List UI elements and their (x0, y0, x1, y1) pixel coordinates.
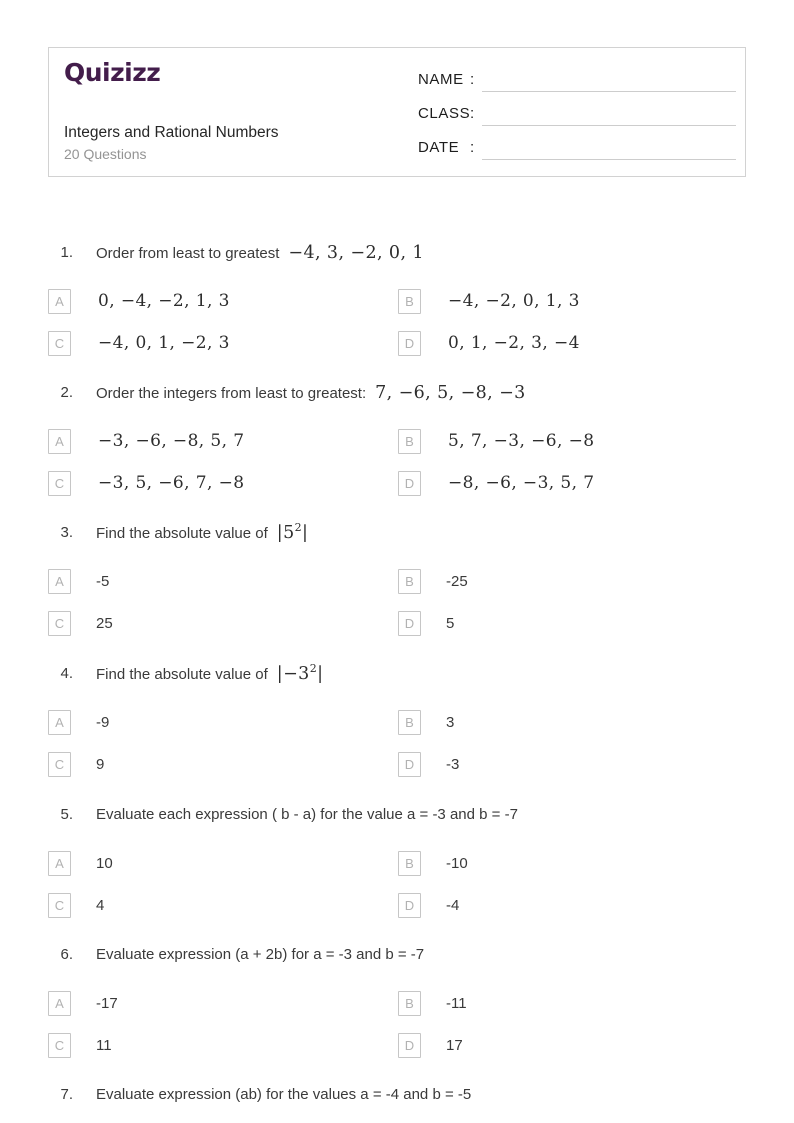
option-4B[interactable] (398, 709, 454, 735)
option-text: 5 (446, 614, 455, 632)
option-letter-box[interactable]: A (48, 429, 71, 454)
class-label: CLASS (418, 105, 471, 122)
option-text: -25 (446, 572, 468, 590)
question-4 (0, 663, 794, 803)
option-1D[interactable] (398, 330, 580, 356)
option-letter-box[interactable]: D (398, 893, 421, 918)
option-5B[interactable] (398, 850, 468, 876)
question-5 (0, 804, 794, 944)
question-math: 7, −6, 5, −8, −3 (375, 383, 526, 403)
option-6A[interactable] (48, 990, 118, 1016)
option-letter-box[interactable]: C (48, 752, 71, 777)
class-colon: : (470, 105, 475, 122)
question-text: Order the integers from least to greatest: 7, −6, 5, −8, −3 (96, 383, 526, 403)
option-text: 11 (96, 1036, 112, 1054)
option-3C[interactable] (48, 610, 113, 636)
option-3A[interactable] (48, 568, 109, 594)
option-text: 3 (446, 713, 455, 731)
option-letter-box[interactable]: C (48, 893, 71, 918)
question-math: $|5^2|$ (276, 521, 309, 543)
option-letter-box[interactable]: B (398, 289, 421, 314)
option-text: -4 (446, 896, 460, 914)
question-math: −4, 3, −2, 0, 1 (288, 243, 424, 263)
option-5D[interactable] (398, 892, 459, 918)
option-1A[interactable] (48, 288, 230, 314)
question-7 (0, 1084, 794, 1123)
question-1 (0, 242, 794, 382)
header-box (48, 47, 746, 177)
name-colon: : (470, 71, 475, 88)
option-text: -3 (446, 755, 460, 773)
question-text: Evaluate expression (ab) for the values a = -4 and b = -5 (96, 1086, 472, 1103)
name-label: NAME (418, 71, 464, 88)
option-letter-box[interactable]: C (48, 1033, 71, 1058)
question-number: 1. (60, 244, 73, 261)
question-number: 5. (60, 806, 73, 823)
option-letter-box[interactable]: D (398, 611, 421, 636)
option-letter-box[interactable]: B (398, 851, 421, 876)
option-1C[interactable] (48, 330, 230, 356)
option-letter-box[interactable]: A (48, 851, 71, 876)
question-count: 20 Questions (64, 146, 147, 162)
question-3 (0, 522, 794, 662)
option-text: 9 (96, 755, 105, 773)
question-number: 7. (60, 1086, 73, 1103)
option-letter-box[interactable]: B (398, 429, 421, 454)
question-math: $|-3^2|$ (276, 662, 324, 684)
option-1B[interactable] (398, 288, 580, 314)
question-text: Find the absolute value of $|5^2|$ (96, 521, 309, 543)
option-2B[interactable] (398, 428, 594, 454)
class-field-row (418, 105, 736, 131)
question-6 (0, 944, 794, 1084)
option-letter-box[interactable]: C (48, 611, 71, 636)
option-4D[interactable] (398, 751, 459, 777)
option-5A[interactable] (48, 850, 113, 876)
date-label: DATE (418, 139, 460, 156)
option-letter-box[interactable]: A (48, 569, 71, 594)
question-number: 3. (60, 524, 73, 541)
option-text: 0, 1, −2, 3, −4 (448, 333, 580, 353)
worksheet-title: Integers and Rational Numbers (64, 124, 279, 141)
date-field-row (418, 139, 736, 165)
name-input-line[interactable] (482, 71, 736, 92)
option-letter-box[interactable]: C (48, 471, 71, 496)
option-letter-box[interactable]: D (398, 471, 421, 496)
option-4C[interactable] (48, 751, 104, 777)
option-3D[interactable] (398, 610, 454, 636)
option-letter-box[interactable]: B (398, 569, 421, 594)
option-text: −4, 0, 1, −2, 3 (98, 333, 230, 353)
question-number: 4. (60, 665, 73, 682)
date-input-line[interactable] (482, 139, 736, 160)
option-4A[interactable] (48, 709, 109, 735)
option-2A[interactable] (48, 428, 244, 454)
option-letter-box[interactable]: D (398, 752, 421, 777)
option-5C[interactable] (48, 892, 104, 918)
option-text: -10 (446, 854, 468, 872)
quizizz-logo: Quizizz (64, 58, 161, 87)
option-2C[interactable] (48, 470, 244, 496)
option-text: -11 (446, 994, 467, 1012)
option-letter-box[interactable]: A (48, 710, 71, 735)
option-text: 4 (96, 896, 105, 914)
option-letter-box[interactable]: D (398, 1033, 421, 1058)
option-text: -9 (96, 713, 110, 731)
option-letter-box[interactable]: C (48, 331, 71, 356)
question-text: Find the absolute value of $|-3^2|$ (96, 662, 324, 684)
option-letter-box[interactable]: B (398, 991, 421, 1016)
option-text: −3, 5, −6, 7, −8 (98, 473, 245, 493)
option-letter-box[interactable]: D (398, 331, 421, 356)
option-3B[interactable] (398, 568, 468, 594)
option-text: −3, −6, −8, 5, 7 (98, 431, 245, 451)
option-letter-box[interactable]: B (398, 710, 421, 735)
question-text: Evaluate expression (a + 2b) for a = -3 and b = -7 (96, 946, 425, 963)
class-input-line[interactable] (482, 105, 736, 126)
option-text: -17 (96, 994, 118, 1012)
option-text: 0, −4, −2, 1, 3 (98, 291, 230, 311)
option-text: 25 (96, 614, 113, 632)
option-2D[interactable] (398, 470, 594, 496)
name-field-row (418, 71, 736, 97)
option-letter-box[interactable]: A (48, 289, 71, 314)
option-text: 17 (446, 1036, 463, 1054)
option-text: 5, 7, −3, −6, −8 (448, 431, 595, 451)
option-6C[interactable] (48, 1032, 112, 1058)
question-number: 2. (60, 384, 73, 401)
option-text: -5 (96, 572, 110, 590)
question-2 (0, 382, 794, 522)
date-colon: : (470, 139, 475, 156)
question-text: Order from least to greatest −4, 3, −2, 0, 1 (96, 243, 424, 263)
option-text: −8, −6, −3, 5, 7 (448, 473, 595, 493)
option-text: 10 (96, 854, 113, 872)
option-6B[interactable] (398, 990, 467, 1016)
option-text: −4, −2, 0, 1, 3 (448, 291, 580, 311)
question-text: Evaluate each expression ( b - a) for the value a = -3 and b = -7 (96, 806, 518, 823)
option-letter-box[interactable]: A (48, 991, 71, 1016)
question-number: 6. (60, 946, 73, 963)
option-6D[interactable] (398, 1032, 463, 1058)
